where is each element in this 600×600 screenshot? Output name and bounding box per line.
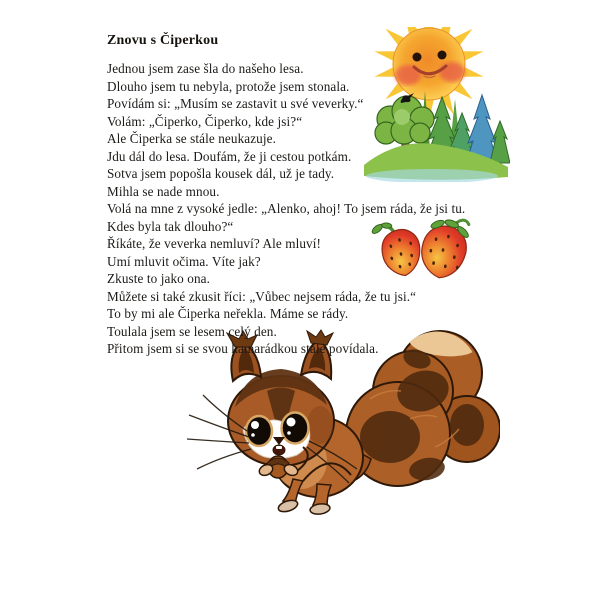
page-title: Znovu s Čiperkou <box>107 33 219 48</box>
story-line: Přitom jsem si se svou kamarádkou stále povídala. <box>107 341 379 356</box>
story-line: Jdu dál do lesa. Doufám, že ji cestou potkám. <box>107 148 352 164</box>
story-line: Dlouho jsem tu nebyla, protože jsem stonala. <box>107 78 350 94</box>
story-line: Sotva jsem popošla kousek dál, už je tady. <box>107 166 335 181</box>
story-line: Říkáte, že veverka nemluví? Ale mluví! <box>107 236 321 251</box>
story-line: Povídám si: „Musím se zastavit u své veverky.“ <box>107 96 364 111</box>
story-text <box>107 60 465 358</box>
story-line: Volá na mne z vysoké jedle: „Alenko, ahoj! To jsem ráda, že jsi tu. <box>107 201 466 216</box>
story-line: Volám: „Čiperko, Čiperko, kde jsi?“ <box>107 113 303 129</box>
story-line: Toulala jsem se lesem celý den. <box>107 323 277 339</box>
story-line: Ale Čiperka se stále neukazuje. <box>107 131 276 146</box>
story-line: Zkuste to jako ona. <box>107 271 210 286</box>
story-line: Mihla se nade mnou. <box>107 183 220 199</box>
story-line: Můžete si také zkusit říci: „Vůbec nejsem ráda, že tu jsi.“ <box>107 288 417 304</box>
story-line: Umí mluvit očima. Víte jak? <box>107 253 261 269</box>
story-line: Jednou jsem zase šla do našeho lesa. <box>107 61 304 76</box>
story-line: Kdes byla tak dlouho?“ <box>107 218 234 234</box>
story-line: To by mi ale Čiperka neřekla. Máme se rády. <box>107 306 349 321</box>
